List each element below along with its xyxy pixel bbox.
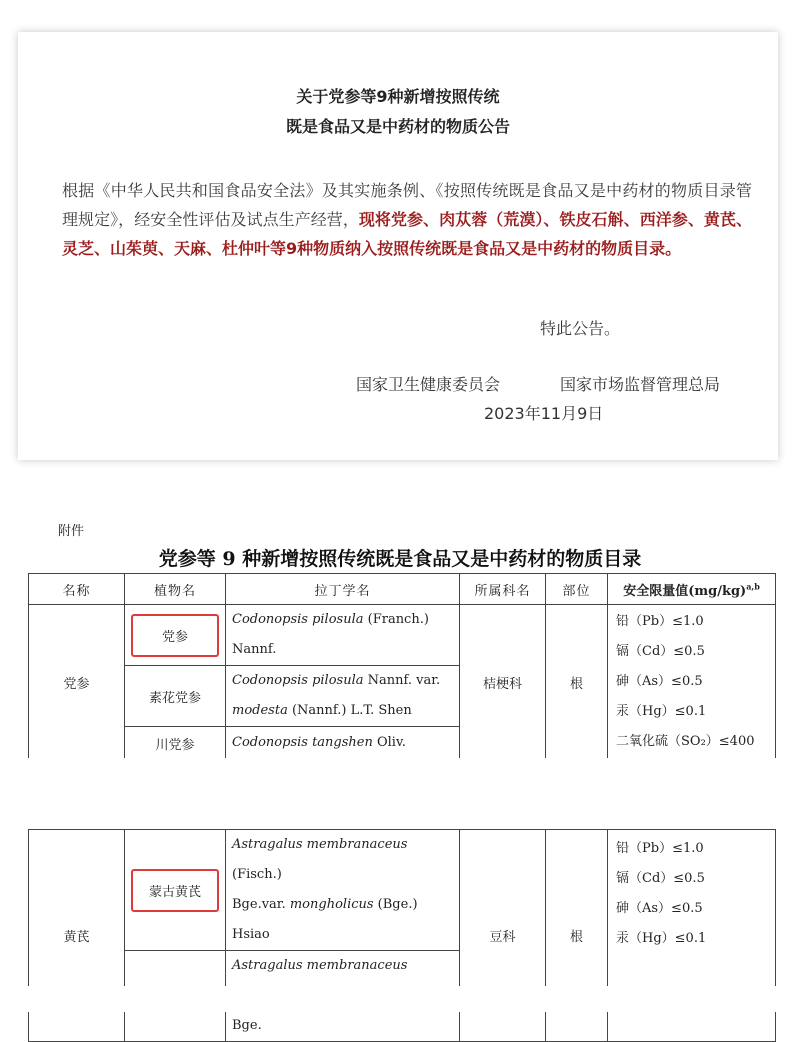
limit-item: 汞（Hg）≤0.1 [616, 704, 707, 719]
announcement-closing: 特此公告。 [540, 319, 621, 338]
latin-cell [226, 666, 460, 727]
header-limit-sup: a,b [746, 581, 760, 592]
latin-genus: Codonopsis pilosula [232, 612, 364, 627]
header-family: 所属科名 [460, 574, 546, 605]
highlighted-plant-huangqi: 蒙古黄芪 [131, 869, 219, 912]
limit-item: 铅（Pb）≤1.0 [616, 614, 704, 629]
safety-limits-dangshen [608, 605, 776, 760]
announcement-card [18, 32, 778, 460]
announcement-title-line2: 既是食品又是中药材的物质公告 [285, 117, 510, 136]
limit-item: 砷（As）≤0.5 [616, 901, 703, 916]
latin-author: (Fisch.) [232, 867, 282, 882]
catalog-table-dangshen [28, 573, 776, 760]
signatory-health-commission: 国家卫生健康委员会 [356, 375, 501, 394]
limit-item: 二氧化硫（SO₂）≤400 [616, 734, 755, 749]
latin-genus: Codonopsis pilosula [232, 673, 364, 688]
plant-cell [125, 605, 226, 666]
part-cell: 根 [546, 830, 608, 1042]
table-header-row [29, 574, 776, 605]
announcement-body-plain: 根据《中华人民共和国食品安全法》及其实施条例、《按照传统既是食品又是中药材的物质目录管理规定》，经安全性评估及试点生产经营， [62, 181, 752, 229]
plant-cell: 素花党参 [125, 666, 226, 727]
latin-author: (Franch.) [363, 612, 429, 627]
latin-author-line2: Nannf. [232, 642, 277, 657]
part-cell: 根 [546, 605, 608, 760]
attachment-label: 附件 [58, 524, 85, 539]
table-row [29, 605, 776, 666]
latin-genus: Astragalus membranaceus [232, 958, 408, 973]
latin-author-line2: Bge.var. [232, 897, 290, 912]
plant-cell: 川党参 [125, 727, 226, 760]
latin-author: Nannf. var. [363, 673, 441, 688]
highlighted-plant-dangshen: 党参 [131, 614, 219, 657]
announcement-date: 2023年11月9日 [484, 404, 604, 423]
limit-item: 铅（Pb）≤1.0 [616, 841, 704, 856]
header-latin: 拉丁学名 [226, 574, 460, 605]
row-name-huangqi: 黄芪 [29, 830, 125, 1042]
page-bottom [28, 986, 778, 1012]
header-limit [608, 574, 776, 605]
limit-item: 汞（Hg）≤0.1 [616, 931, 707, 946]
latin-genus: Codonopsis tangshen [232, 735, 373, 750]
table-row [29, 830, 776, 951]
header-part: 部位 [546, 574, 608, 605]
row-name-dangshen: 党参 [29, 605, 125, 760]
signatory-market-regulation: 国家市场监督管理总局 [560, 375, 721, 394]
latin-genus: Astragalus membranaceus [232, 837, 408, 852]
announcement-body-highlight: 现将党参、肉苁蓉（荒漠）、铁皮石斛、西洋参、黄芪、灵芝、山茱萸、天麻、杜仲叶等9种物质纳入按照传统既是食品又是中药材的物质目录。 [62, 210, 752, 258]
announcement-title-line1: 关于党参等9种新增按照传统 [296, 87, 500, 106]
family-cell: 豆科 [460, 830, 546, 1042]
latin-author-line2: Bge. [232, 1018, 262, 1033]
limit-item: 砷（As）≤0.5 [616, 674, 703, 689]
header-name: 名称 [29, 574, 125, 605]
plant-cell [125, 830, 226, 951]
latin-cell [226, 830, 460, 951]
header-limit-text: 安全限量值(mg/kg) [623, 583, 747, 599]
header-plant: 植物名 [125, 574, 226, 605]
latin-variety: mongholicus [289, 897, 374, 912]
section-gap [28, 758, 778, 828]
family-cell: 桔梗科 [460, 605, 546, 760]
latin-author-line2: (Nannf.) L.T. Shen [287, 703, 412, 718]
latin-author-line2-rest: (Bge.) Hsiao [232, 897, 418, 942]
limit-item: 镉（Cd）≤0.5 [616, 871, 705, 886]
limit-item: 镉（Cd）≤0.5 [616, 644, 705, 659]
announcement-body [62, 176, 752, 263]
latin-cell [226, 605, 460, 666]
latin-variety: modesta [232, 703, 288, 718]
latin-cell [226, 727, 460, 760]
latin-author: Oliv. [372, 735, 406, 750]
attachment-title: 党参等 9 种新增按照传统既是食品又是中药材的物质目录 [158, 548, 642, 570]
